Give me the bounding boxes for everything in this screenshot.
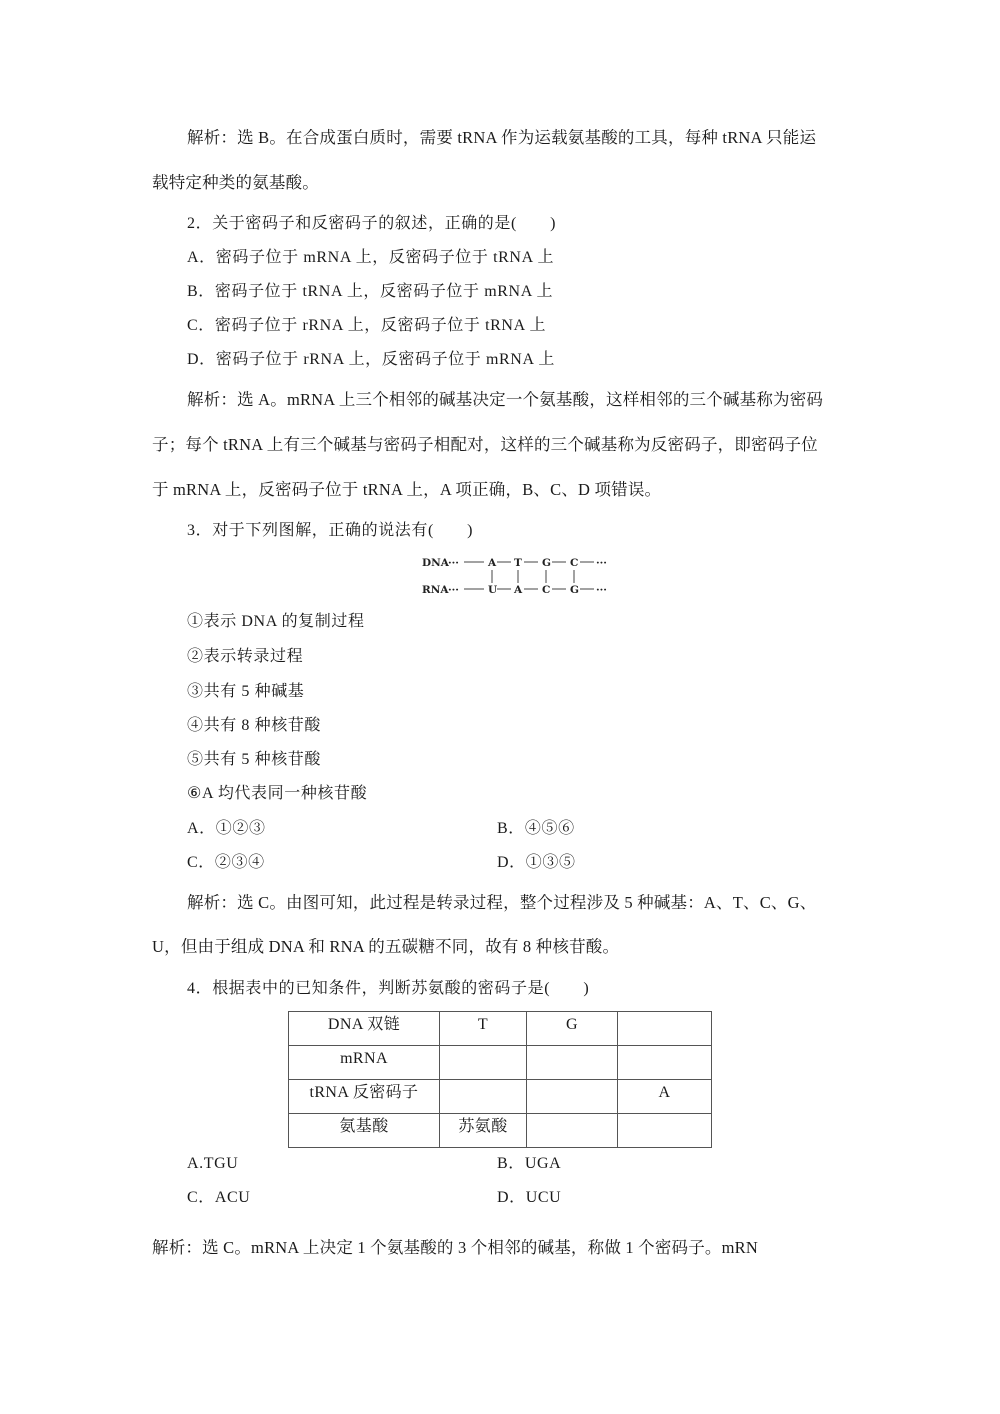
q2-option-d: D．密码子位于 rRNA 上，反密码子位于 mRNA 上 <box>187 351 555 368</box>
diagram-dna-label: DNA <box>422 557 449 569</box>
diagram-dots: ··· <box>596 557 607 569</box>
q4-option-b: B．UGA <box>497 1155 562 1172</box>
table-cell: 苏氨酸 <box>440 1114 527 1148</box>
q3-explanation-line: 解析：选 C。由图可知，此过程是转录过程，整个过程涉及 5 种碱基：A、T、C、G、 <box>187 893 817 912</box>
table-cell: G <box>527 1012 618 1046</box>
diagram-rna-base: G <box>570 584 579 596</box>
q3-statement: ③共有 5 种碱基 <box>187 683 305 700</box>
q4-option-a: A.TGU <box>187 1155 239 1172</box>
q3-statement: ①表示 DNA 的复制过程 <box>187 613 365 630</box>
q2-option-a: A．密码子位于 mRNA 上，反密码子位于 tRNA 上 <box>187 249 555 266</box>
table-cell <box>527 1080 618 1114</box>
q3-option-b: B．④⑤⑥ <box>497 820 575 837</box>
q3-statement: ⑥A 均代表同一种核苷酸 <box>187 785 368 802</box>
dna-rna-diagram-svg <box>420 553 620 599</box>
diagram-rna-base: C <box>542 584 551 596</box>
table-cell <box>618 1114 712 1148</box>
q4-explanation-line: 解析：选 C。mRNA 上决定 1 个氨基酸的 3 个相邻的碱基，称做 1 个密码子。mRN <box>152 1238 758 1257</box>
diagram-dna-base: C <box>570 557 579 569</box>
table-cell: T <box>440 1012 527 1046</box>
diagram-rna-label: RNA <box>422 584 449 596</box>
table-cell <box>527 1046 618 1080</box>
diagram-rna-base: U <box>488 584 498 596</box>
q2-explanation-line: 于 mRNA 上，反密码子位于 tRNA 上，A 项正确，B、C、D 项错误。 <box>152 480 662 499</box>
table-cell: DNA 双链 <box>289 1012 440 1046</box>
table-cell: A <box>618 1080 712 1114</box>
q2-explanation-line: 子；每个 tRNA 上有三个碱基与密码子相配对，这样的三个碱基称为反密码子，即密码子位 <box>152 435 818 454</box>
q3-option-d: D．①③⑤ <box>497 854 576 871</box>
diagram-dna-base: A <box>488 557 497 569</box>
q2-option-c: C．密码子位于 rRNA 上，反密码子位于 tRNA 上 <box>187 317 547 334</box>
q2-explanation-line: 解析：选 A。mRNA 上三个相邻的碱基决定一个氨基酸，这样相邻的三个碱基称为密码 <box>187 390 824 409</box>
q2-option-b: B．密码子位于 tRNA 上，反密码子位于 mRNA 上 <box>187 283 554 300</box>
diagram-rna-base: A <box>514 584 523 596</box>
diagram-dots: ··· <box>448 584 459 596</box>
diagram-dna-base: T <box>514 557 522 569</box>
diagram-dna-base: G <box>542 557 551 569</box>
q3-stem: 3．对于下列图解，正确的说法有( ) <box>187 522 474 539</box>
table-cell <box>440 1046 527 1080</box>
table-cell <box>527 1114 618 1148</box>
q2-stem: 2．关于密码子和反密码子的叙述，正确的是( ) <box>187 215 557 232</box>
table-cell <box>440 1080 527 1114</box>
q3-explanation-line: U，但由于组成 DNA 和 RNA 的五碳糖不同，故有 8 种核苷酸。 <box>152 937 620 956</box>
q4-stem: 4．根据表中的已知条件，判断苏氨酸的密码子是( ) <box>187 980 590 997</box>
q1-explanation-line: 解析：选 B。在合成蛋白质时，需要 tRNA 作为运载氨基酸的工具，每种 tRNA 只能运 <box>187 128 817 147</box>
q3-option-c: C．②③④ <box>187 854 265 871</box>
q3-statement: ④共有 8 种核苷酸 <box>187 717 322 734</box>
q3-statement: ⑤共有 5 种核苷酸 <box>187 751 322 768</box>
q4-table <box>288 1011 712 1148</box>
q4-option-d: D．UCU <box>497 1189 562 1206</box>
table-cell: 氨基酸 <box>289 1114 440 1148</box>
table-cell: mRNA <box>289 1046 440 1080</box>
q3-statement: ②表示转录过程 <box>187 648 304 665</box>
diagram-dots: ··· <box>448 557 459 569</box>
q4-option-c: C．ACU <box>187 1189 251 1206</box>
table-row <box>289 1114 712 1148</box>
dna-rna-diagram <box>420 553 620 599</box>
table-row <box>289 1080 712 1114</box>
diagram-dots: ··· <box>596 584 607 596</box>
q3-option-a: A．①②③ <box>187 820 266 837</box>
table-cell <box>618 1012 712 1046</box>
table-cell <box>618 1046 712 1080</box>
q1-explanation-line: 载特定种类的氨基酸。 <box>152 173 319 192</box>
table-row <box>289 1012 712 1046</box>
table-row <box>289 1046 712 1080</box>
table-cell: tRNA 反密码子 <box>289 1080 440 1114</box>
